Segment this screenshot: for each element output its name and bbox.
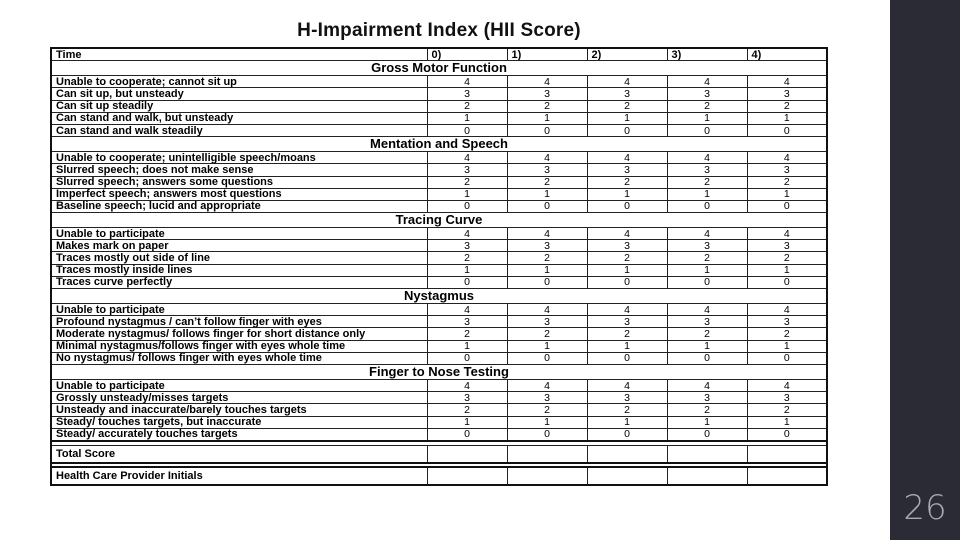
score-value: 0: [507, 200, 587, 212]
score-value: 2: [427, 252, 507, 264]
score-value: 3: [587, 164, 667, 176]
score-value: 2: [427, 404, 507, 416]
score-value: 1: [667, 340, 747, 352]
score-value: 4: [747, 379, 827, 391]
score-value: 2: [507, 328, 587, 340]
section-header-row: [51, 213, 827, 228]
score-value: 4: [667, 379, 747, 391]
score-value: 3: [667, 164, 747, 176]
score-value: 2: [427, 176, 507, 188]
initials-label: Health Care Provider Initials: [51, 467, 427, 485]
time-column-header: 4): [747, 48, 827, 61]
initials-cell[interactable]: [667, 467, 747, 485]
score-value: 2: [747, 404, 827, 416]
score-value: 3: [667, 240, 747, 252]
score-value: 1: [427, 340, 507, 352]
score-value: 1: [587, 416, 667, 428]
score-row: [51, 379, 827, 391]
score-value: 0: [427, 200, 507, 212]
criterion-label: Can sit up steadily: [51, 100, 427, 112]
score-value: 3: [667, 88, 747, 100]
total-score-row: [51, 445, 827, 463]
time-column-header: 1): [507, 48, 587, 61]
score-value: 3: [667, 316, 747, 328]
score-value: 1: [507, 188, 587, 200]
score-value: 1: [667, 112, 747, 124]
score-value: 4: [747, 228, 827, 240]
score-value: 4: [587, 379, 667, 391]
score-row: [51, 428, 827, 441]
score-value: 3: [587, 240, 667, 252]
score-value: 3: [747, 164, 827, 176]
score-value: 4: [427, 379, 507, 391]
section-title: Tracing Curve: [51, 213, 827, 228]
score-value: 3: [507, 240, 587, 252]
slide-sidebar: [890, 0, 960, 540]
initials-cell[interactable]: [427, 467, 507, 485]
score-value: 0: [747, 428, 827, 441]
score-row: [51, 112, 827, 124]
score-value: 2: [507, 100, 587, 112]
criterion-label: Minimal nystagmus/follows finger with eyes whole time: [51, 340, 427, 352]
score-row: [51, 340, 827, 352]
score-value: 3: [507, 88, 587, 100]
criterion-label: Steady/ touches targets, but inaccurate: [51, 416, 427, 428]
section-title: Mentation and Speech: [51, 137, 827, 152]
score-value: 1: [507, 112, 587, 124]
score-value: 4: [507, 379, 587, 391]
score-value: 2: [587, 176, 667, 188]
total-score-cell[interactable]: [507, 445, 587, 463]
score-value: 0: [587, 428, 667, 441]
score-value: 4: [667, 152, 747, 164]
score-value: 1: [427, 416, 507, 428]
score-value: 1: [587, 188, 667, 200]
score-value: 2: [587, 252, 667, 264]
score-value: 2: [587, 328, 667, 340]
score-value: 4: [587, 76, 667, 88]
score-value: 2: [747, 176, 827, 188]
score-value: 3: [507, 392, 587, 404]
score-value: 2: [667, 252, 747, 264]
score-value: 0: [747, 200, 827, 212]
score-value: 1: [507, 340, 587, 352]
score-value: 1: [667, 416, 747, 428]
initials-cell[interactable]: [507, 467, 587, 485]
score-value: 2: [667, 176, 747, 188]
score-value: 3: [747, 392, 827, 404]
score-value: 2: [587, 100, 667, 112]
initials-cell[interactable]: [747, 467, 827, 485]
score-value: 1: [587, 264, 667, 276]
criterion-label: Profound nystagmus / can’t follow finger with eyes: [51, 316, 427, 328]
score-row: [51, 316, 827, 328]
criterion-label: Imperfect speech; answers most questions: [51, 188, 427, 200]
document-title: H-Impairment Index (HII Score): [297, 20, 581, 41]
score-value: 3: [427, 88, 507, 100]
score-value: 0: [667, 352, 747, 364]
score-row: [51, 276, 827, 288]
score-value: 3: [587, 316, 667, 328]
criterion-label: Steady/ accurately touches targets: [51, 428, 427, 441]
score-value: 3: [747, 88, 827, 100]
time-label: Time: [51, 48, 427, 61]
score-value: 4: [507, 304, 587, 316]
criterion-label: Slurred speech; answers some questions: [51, 176, 427, 188]
score-value: 3: [507, 316, 587, 328]
score-value: 4: [587, 152, 667, 164]
score-value: 2: [667, 404, 747, 416]
score-value: 2: [747, 328, 827, 340]
score-value: 2: [667, 100, 747, 112]
score-value: 0: [507, 428, 587, 441]
score-value: 1: [427, 188, 507, 200]
score-value: 2: [747, 100, 827, 112]
score-value: 1: [427, 264, 507, 276]
score-value: 3: [587, 392, 667, 404]
criterion-label: Grossly unsteady/misses targets: [51, 392, 427, 404]
score-row: [51, 164, 827, 176]
score-row: [51, 228, 827, 240]
criterion-label: Can stand and walk steadily: [51, 124, 427, 136]
total-score-cell[interactable]: [667, 445, 747, 463]
score-value: 1: [747, 416, 827, 428]
score-value: 3: [427, 316, 507, 328]
section-title: Gross Motor Function: [51, 61, 827, 76]
score-value: 4: [507, 76, 587, 88]
total-score-label: Total Score: [51, 445, 427, 463]
score-value: 2: [747, 252, 827, 264]
score-row: [51, 240, 827, 252]
criterion-label: Makes mark on paper: [51, 240, 427, 252]
score-value: 4: [587, 228, 667, 240]
score-row: [51, 188, 827, 200]
score-value: 3: [747, 316, 827, 328]
score-value: 4: [507, 228, 587, 240]
criterion-label: Unable to participate: [51, 228, 427, 240]
score-value: 0: [427, 124, 507, 136]
score-value: 3: [507, 164, 587, 176]
score-value: 0: [587, 124, 667, 136]
score-value: 1: [747, 264, 827, 276]
score-value: 0: [507, 124, 587, 136]
score-value: 4: [747, 152, 827, 164]
score-row: [51, 76, 827, 88]
score-row: [51, 264, 827, 276]
score-value: 0: [587, 200, 667, 212]
criterion-label: Slurred speech; does not make sense: [51, 164, 427, 176]
section-header-row: [51, 61, 827, 76]
hii-score-table: [50, 47, 828, 486]
score-value: 1: [587, 112, 667, 124]
score-value: 0: [667, 124, 747, 136]
score-value: 1: [747, 188, 827, 200]
initials-row: [51, 467, 827, 485]
score-value: 4: [427, 76, 507, 88]
total-score-cell[interactable]: [747, 445, 827, 463]
score-value: 4: [747, 76, 827, 88]
score-value: 4: [427, 228, 507, 240]
criterion-label: No nystagmus/ follows finger with eyes whole time: [51, 352, 427, 364]
score-value: 0: [587, 352, 667, 364]
score-value: 0: [747, 352, 827, 364]
criterion-label: Traces curve perfectly: [51, 276, 427, 288]
criterion-label: Can stand and walk, but unsteady: [51, 112, 427, 124]
score-value: 3: [427, 240, 507, 252]
criterion-label: Unable to cooperate; unintelligible speech/moans: [51, 152, 427, 164]
section-title: Finger to Nose Testing: [51, 364, 827, 379]
score-value: 0: [747, 124, 827, 136]
criterion-label: Unable to participate: [51, 379, 427, 391]
score-value: 0: [427, 276, 507, 288]
score-row: [51, 404, 827, 416]
score-value: 2: [507, 176, 587, 188]
score-value: 0: [747, 276, 827, 288]
score-value: 3: [747, 240, 827, 252]
score-value: 3: [667, 392, 747, 404]
score-value: 3: [427, 392, 507, 404]
score-value: 1: [747, 340, 827, 352]
score-row: [51, 304, 827, 316]
score-row: [51, 124, 827, 136]
score-value: 2: [507, 252, 587, 264]
score-value: 4: [587, 304, 667, 316]
slide-number: 26: [903, 488, 947, 528]
score-row: [51, 328, 827, 340]
criterion-label: Baseline speech; lucid and appropriate: [51, 200, 427, 212]
score-value: 2: [587, 404, 667, 416]
criterion-label: Traces mostly inside lines: [51, 264, 427, 276]
score-value: 4: [667, 228, 747, 240]
time-column-header: 3): [667, 48, 747, 61]
criterion-label: Traces mostly out side of line: [51, 252, 427, 264]
score-value: 2: [427, 328, 507, 340]
score-value: 1: [507, 264, 587, 276]
score-row: [51, 88, 827, 100]
score-value: 0: [427, 352, 507, 364]
criterion-label: Can sit up, but unsteady: [51, 88, 427, 100]
criterion-label: Unable to participate: [51, 304, 427, 316]
score-value: 4: [427, 152, 507, 164]
section-header-row: [51, 289, 827, 304]
score-value: 0: [507, 352, 587, 364]
score-value: 1: [587, 340, 667, 352]
section-header-row: [51, 137, 827, 152]
score-value: 1: [667, 188, 747, 200]
score-value: 1: [507, 416, 587, 428]
total-score-cell[interactable]: [587, 445, 667, 463]
score-value: 0: [667, 276, 747, 288]
score-value: 0: [507, 276, 587, 288]
score-value: 3: [427, 164, 507, 176]
criterion-label: Unable to cooperate; cannot sit up: [51, 76, 427, 88]
time-column-header: 2): [587, 48, 667, 61]
score-value: 0: [667, 428, 747, 441]
score-value: 4: [507, 152, 587, 164]
score-value: 3: [587, 88, 667, 100]
score-value: 0: [587, 276, 667, 288]
criterion-label: Unsteady and inaccurate/barely touches targets: [51, 404, 427, 416]
score-value: 2: [427, 100, 507, 112]
score-row: [51, 252, 827, 264]
score-value: 0: [427, 428, 507, 441]
score-value: 4: [667, 76, 747, 88]
section-header-row: [51, 364, 827, 379]
total-score-cell[interactable]: [427, 445, 507, 463]
score-row: [51, 152, 827, 164]
score-value: 1: [427, 112, 507, 124]
time-column-header: 0): [427, 48, 507, 61]
score-row: [51, 200, 827, 212]
criterion-label: Moderate nystagmus/ follows finger for short distance only: [51, 328, 427, 340]
score-row: [51, 100, 827, 112]
score-row: [51, 176, 827, 188]
section-title: Nystagmus: [51, 289, 827, 304]
score-row: [51, 416, 827, 428]
score-value: 1: [667, 264, 747, 276]
score-value: 2: [667, 328, 747, 340]
score-value: 0: [667, 200, 747, 212]
score-row: [51, 392, 827, 404]
score-row: [51, 352, 827, 364]
initials-cell[interactable]: [587, 467, 667, 485]
score-value: 2: [507, 404, 587, 416]
score-value: 4: [427, 304, 507, 316]
score-value: 4: [747, 304, 827, 316]
score-value: 4: [667, 304, 747, 316]
score-value: 1: [747, 112, 827, 124]
time-header-row: [51, 48, 827, 61]
